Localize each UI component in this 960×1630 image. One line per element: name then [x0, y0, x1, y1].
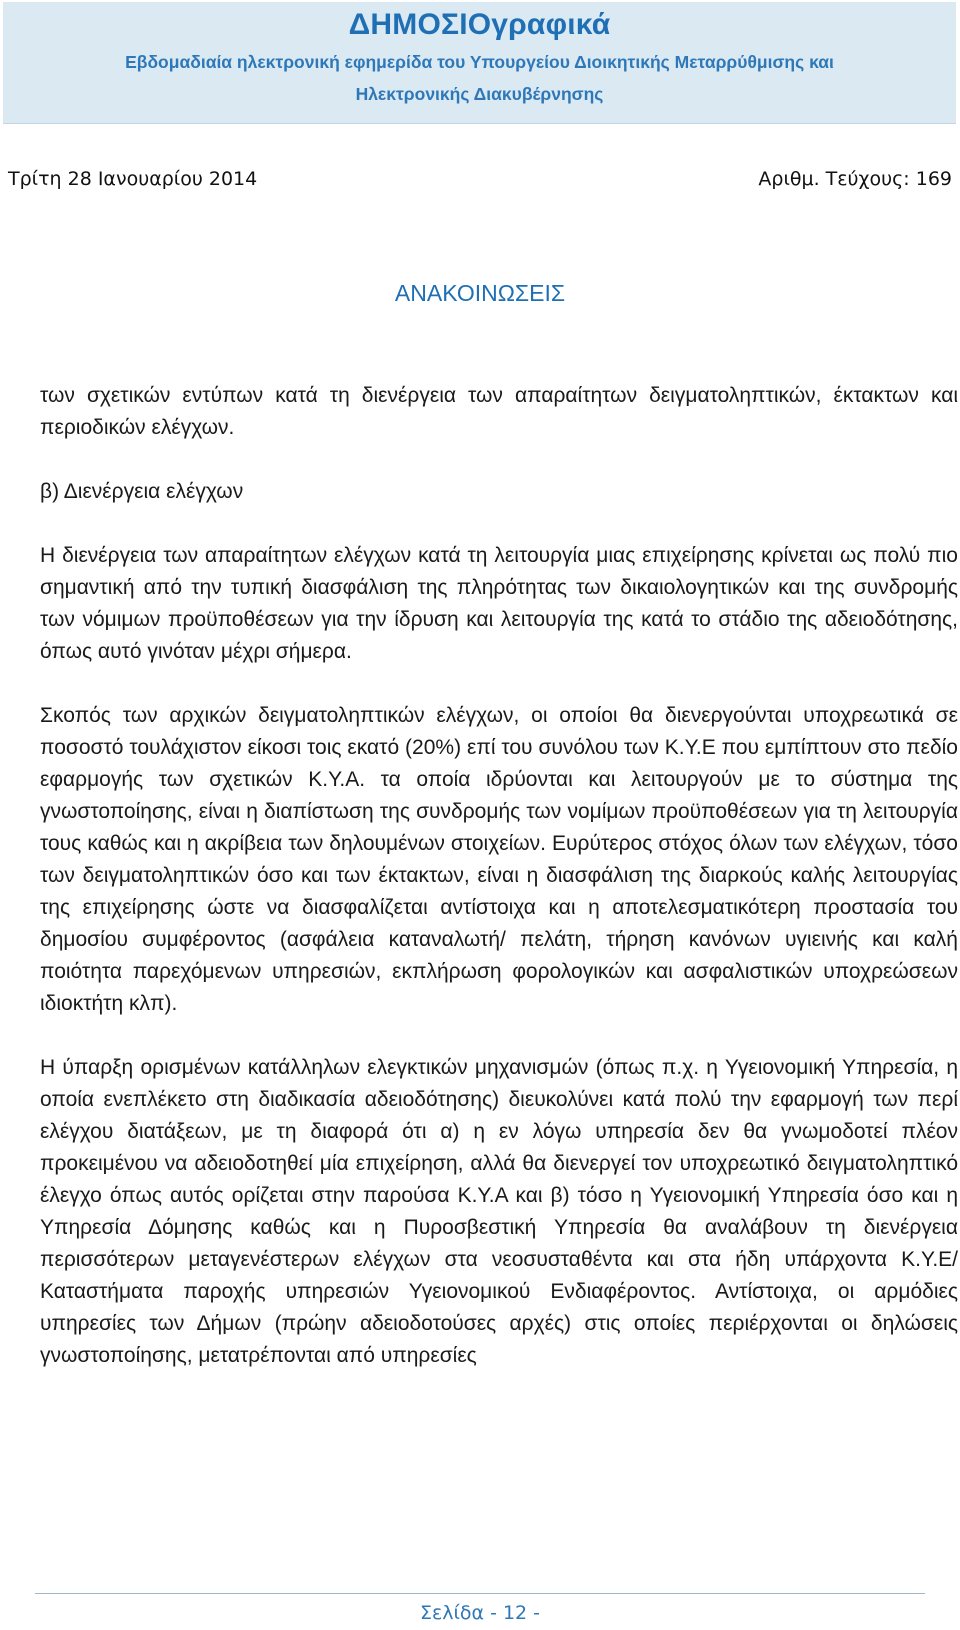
- issue-date: Τρίτη 28 Ιανουαρίου 2014: [8, 168, 258, 190]
- footer-divider: [35, 1593, 925, 1594]
- section-title: ΑΝΑΚΟΙΝΩΣΕΙΣ: [394, 280, 566, 306]
- page-number: Σελίδα - 12 -: [419, 1602, 541, 1624]
- newspaper-subtitle-line1: Εβδομαδιαία ηλεκτρονική εφημερίδα του Υπουργείου Διοικητικής Μεταρρύθμισης και: [125, 52, 834, 72]
- issue-number: Αριθμ. Τεύχους: 169: [758, 168, 952, 190]
- article-paragraph-2: Σκοπός των αρχικών δειγματοληπτικών ελέγχων, οι οποίοι θα διενεργούνται υποχρεωτικά σε ποσοστό τουλάχιστον είκοσι τοις εκατό (20%) επί του συνόλου των Κ.Υ.Ε που εμπίπτουν στο πεδίο εφαρμογής των σχετικών Κ.Υ.Α. τα οποία ιδρύονται και λειτουργούν με το σύστημα της γνωστοποίησης, είναι η διαπίστωση της συνδρομής των νομίμων προϋποθέσεων για τη λειτουργία τους καθώς και η ακρίβεια των δηλουμένων στοιχείων. Ευρύτερος στόχος όλων των ελέγχων, τόσο των δειγματοληπτικών όσο και των έκτακτων, είναι η διασφάλιση της διαρκούς καλής λειτουργίας της επιχείρησης ώστε να διασφαλίζεται αντίστοιχα και η αποτελεσματικότερη προστασία του δημοσίου συμφέροντος (ασφάλεια καταναλωτή/ πελάτη, τήρηση κανόνων υγιεινής και καλή ποιότητα παρεχόμενων υπηρεσιών, εκπλήρωση φορολογικών και ασφαλιστικών υποχρεώσεων ιδιοκτήτη κλπ).: [40, 704, 958, 1015]
- newspaper-title: ΔΗΜΟΣΙΟγραφικά: [348, 8, 611, 41]
- dateline: [8, 168, 952, 196]
- article-paragraph-1: Η διενέργεια των απαραίτητων ελέγχων κατά τη λειτουργία μιας επιχείρησης κρίνεται ως πολύ πιο σημαντική από την τυπική διασφάλιση της πληρότητας των δικαιολογητικών και της συνδρομής των νόμιμων προϋποθέσεων για την ίδρυση και λειτουργία της κατά το στάδιο της αδειοδότησης, όπως αυτό γινόταν μέχρι σήμερα.: [40, 544, 958, 663]
- newspaper-subtitle-line2: Ηλεκτρονικής Διακυβέρνησης: [355, 84, 604, 104]
- article-continuation: των σχετικών εντύπων κατά τη διενέργεια των απαραίτητων δειγματοληπτικών, έκτακτων και περιοδικών ελέγχων.: [40, 384, 958, 439]
- article-paragraph-3: Η ύπαρξη ορισμένων κατάλληλων ελεγκτικών μηχανισμών (όπως π.χ. η Υγειονομική Υπηρεσία, η οποία ενεπλέκετο στη διαδικασία αδειοδότησης) διευκολύνει κατά πολύ την εφαρμογή των περί ελέγχου διατάξεων, με τη διαφορά ότι α) η εν λόγω υπηρεσία δεν θα γνωμοδοτεί πλέον προκειμένου να αδειοδοτηθεί μία επιχείρηση, αλλά θα διενεργεί τον υποχρεωτικό δειγματοληπτικό έλεγχο όπως αυτός ορίζεται στην παρούσα Κ.Υ.Α και β) τόσο η Υγειονομική Υπηρεσία όσο και η Υπηρεσία Δόμησης καθώς και η Πυροσβεστική Υπηρεσία θα αναλάβουν τη διενέργεια περισσότερων μεταγενέστερων ελέγχων στα νεοσυσταθέντα και στα ήδη υπάρχοντα Κ.Υ.Ε/ Καταστήματα παροχής υπηρεσιών Υγειονομικού Ενδιαφέροντος. Αντίστοιχα, οι αρμόδιες υπηρεσίες των Δήμων (πρώην αδειοδοτούσες αρχές) στις οποίες περιέρχονται οι δηλώσεις γνωστοποίησης, μετατρέπονται από υπηρεσίες: [40, 1056, 958, 1367]
- masthead: [3, 2, 956, 124]
- article-body: [40, 380, 958, 1372]
- article-subheading: β) Διενέργεια ελέγχων: [40, 480, 244, 503]
